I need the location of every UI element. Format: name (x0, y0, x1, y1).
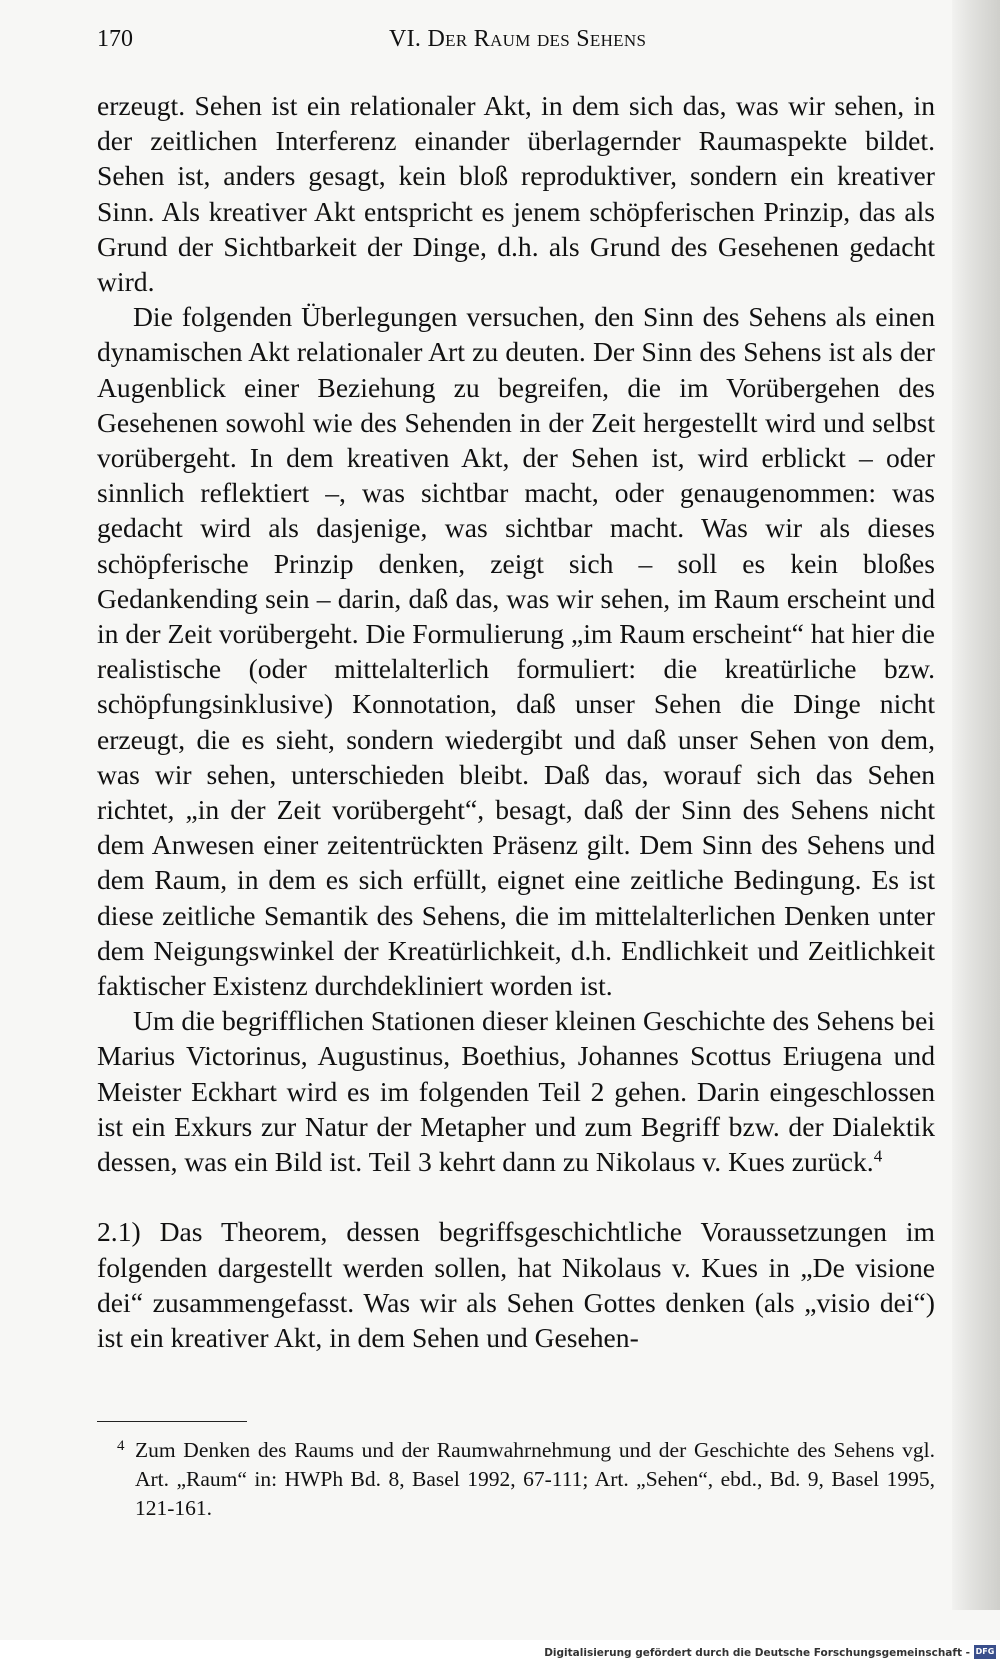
page-header (97, 26, 935, 62)
footnote-text: Zum Denken des Raums und der Raumwahrnehmung und der Geschichte des Sehens vgl. Art. „Raum“ in: HWPh Bd. 8, Basel 1992, 67-111; Art. „Sehen“, ebd., Bd. 9, Basel 1995, 121-161. (135, 1438, 935, 1520)
footnote-number: 4 (117, 1438, 125, 1454)
body-text (97, 88, 935, 1355)
paragraph-3 (97, 1003, 935, 1179)
section-2-1-paragraph: 2.1) Das Theorem, dessen begriffsgeschichtliche Voraussetzungen im folgenden dargestellt werden sollen, hat Nikolaus v. Kues in „De visione dei“ zusammengefasst. Was wir als Sehen Gottes denken (als „visio dei“) ist ein kreativer Akt, in dem Sehen und Gesehen- (97, 1216, 935, 1353)
page-edge-shadow (952, 0, 1000, 1610)
page-number: 170 (97, 26, 133, 52)
footnote-reference: 4 (873, 1146, 883, 1166)
paragraph-2: Die folgenden Überlegungen versuchen, den Sinn des Sehens als einen dynamischen Akt relationaler Art zu deuten. Der Sinn des Sehens ist als der Augenblick einer Beziehung zu begreifen, die im Vorübergehen des Gesehenen sowohl wie des Sehenden in der Zeit hergestellt wird und selbst vorübergeht. In dem kreativen Akt, der Sehen ist, wird erblickt – oder sinnlich reflektiert –, was sichtbar macht, oder genaugenommen: was gedacht wird als dasjenige, was sichtbar macht. Was wir als dieses schöpferische Prinzip denken, zeigt sich – soll es kein bloßes Gedankending sein – darin, daß das, was wir sehen, im Raum erscheint und in der Zeit vorübergeht. Die Formulierung „im Raum erscheint“ hat hier die realistische (oder mittelalterlich formuliert: die kreatürliche bzw. schöpfungsinklusive) Konnotation, daß unser Sehen die Dinge nicht erzeugt, die es sieht, sondern wiedergibt und daß unser Sehen von dem, was wir sehen, unterschieden bleibt. Daß das, worauf sich das Sehen richtet, „in der Zeit vorübergeht“, besagt, daß der Sinn des Sehens nicht dem Anwesen einer zeitentrückten Präsenz gilt. Dem Sinn des Sehens und dem Raum, in dem es sich erfüllt, eignet eine zeitliche Bedingung. Es ist diese zeitliche Semantik des Sehens, die im mittelalterlichen Denken unter dem Neigungswinkel der Kreatürlichkeit, d.h. Endlichkeit und Zeitlichkeit faktischer Existenz durchdekliniert worden ist. (97, 301, 935, 1002)
paragraph-3-text: Um die begrifflichen Stationen dieser kleinen Geschichte des Sehens bei Marius Victorinus, Augustinus, Boethius, Johannes Scottus Eriugena und Meister Eckhart wird es im folgenden Teil 2 gehen. Darin eingeschlossen ist ein Exkurs zur Natur der Metapher und zum Begriff bzw. der Dialektik dessen, was ein Bild ist. Teil 3 kehrt dann zu Nikolaus v. Kues zurück. (97, 1005, 935, 1178)
footnote-rule (97, 1421, 247, 1422)
paragraph-1: erzeugt. Sehen ist ein relationaler Akt, in dem sich das, was wir sehen, in der zeitlichen Interferenz einander überlagernder Raumaspekte bildet. Sehen ist, anders gesagt, kein bloß reproduktiver, sondern ein kreativer Sinn. Als kreativer Akt entspricht es jenem schöpferischen Prinzip, das als Grund der Sichtbarkeit der Dinge, d.h. als Grund des Gesehenen gedacht wird. (97, 90, 935, 298)
digitization-credit: Digitalisierung gefördert durch die Deutsche Forschungsgemeinschaft - (544, 1647, 970, 1659)
dfg-logo: DFG (974, 1645, 996, 1659)
footnote (97, 1436, 935, 1522)
scan-footer (0, 1640, 1000, 1670)
running-head: VI. Der Raum des Sehens (389, 26, 647, 52)
